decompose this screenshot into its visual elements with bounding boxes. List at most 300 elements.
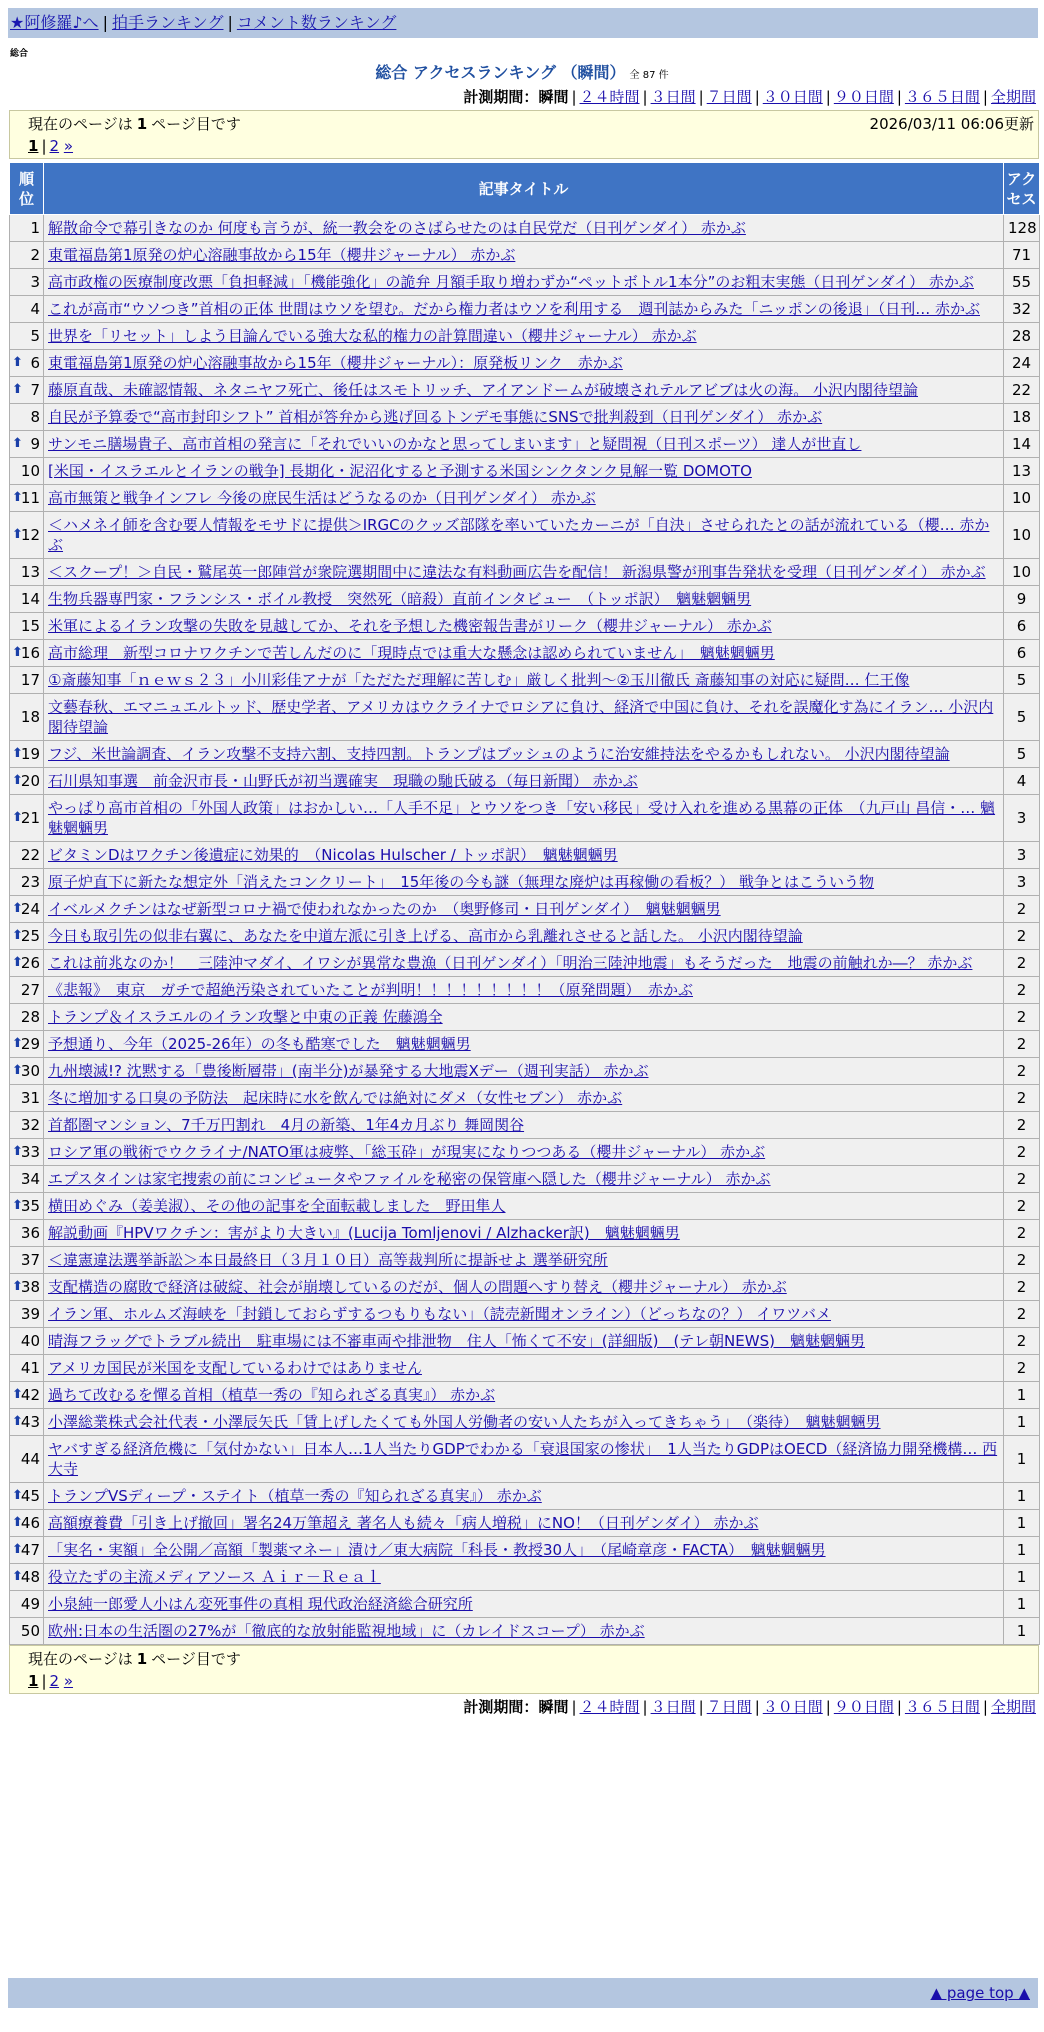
rank-number: 42 [20, 1386, 40, 1404]
access-count: 1 [1004, 1618, 1040, 1645]
rank-number: 17 [20, 671, 40, 689]
page-info-bottom-status [28, 1648, 1020, 1670]
access-count: 2 [1004, 950, 1040, 977]
updated-timestamp: 2026/03/11 06:06更新 [869, 115, 1034, 133]
header-rank [10, 163, 44, 215]
period-separator: | [642, 88, 648, 106]
access-count: 2 [1004, 1004, 1040, 1031]
rank-number: 25 [20, 927, 40, 945]
article-link[interactable]: フジ、米世論調査、イラン攻撃不支持六割、支持四割。トランプはブッシュのように治安維持法をやるかもしれない。 小沢内閣待望論 [48, 745, 950, 763]
rank-cell [10, 1483, 44, 1510]
article-link[interactable]: 過ちて改むるを憚る首相（植草一秀の『知られざる真実』） 赤かぶ [48, 1386, 496, 1404]
table-row [10, 404, 1040, 431]
title-cell [44, 842, 1004, 869]
title-cell [44, 1382, 1004, 1409]
rank-up-arrow-icon: ⬆ [12, 1063, 23, 1078]
rank-number: 34 [20, 1170, 40, 1188]
title-cell [44, 923, 1004, 950]
article-link[interactable]: ヤバすぎる経済危機に「気付かない」日本人…1人当たりGDPでわかる「衰退国家の惨状」 1人当たりGDPはOECD（経済協力開発機構… 西大寺 [48, 1440, 998, 1478]
table-row [10, 768, 1040, 795]
article-link[interactable]: 《悲報》 東京 ガチで超絶汚染されていたことが判明！！！！！！！！！（原発問題） 赤かぶ [48, 981, 694, 999]
article-link[interactable]: 九州壊滅!? 沈黙する「豊後断層帯」(南半分)が暴発する大地震Xデー（週刊実話） 赤かぶ [48, 1062, 649, 1080]
ranking-table-body [10, 215, 1040, 1645]
rank-number: 28 [20, 1008, 40, 1026]
rank-number: 20 [20, 772, 40, 790]
access-count: 5 [1004, 741, 1040, 768]
rank-cell [10, 296, 44, 323]
access-count: 3 [1004, 842, 1040, 869]
article-link[interactable]: 高市総理 新型コロナワクチンで苦しんだのに「現時点では重大な懸念は認められていません」 魑魅魍魎男 [48, 644, 775, 662]
period-separator: | [896, 1698, 902, 1716]
rank-number: 38 [20, 1278, 40, 1296]
page-info-top-page-number: 1 [136, 115, 148, 133]
title-cell [44, 404, 1004, 431]
rank-number: 45 [20, 1487, 40, 1505]
table-row [10, 741, 1040, 768]
rank-cell [10, 431, 44, 458]
period-separator: | [642, 1698, 648, 1716]
table-row [10, 1355, 1040, 1382]
access-count: 2 [1004, 1085, 1040, 1112]
table-row [10, 1591, 1040, 1618]
article-link[interactable]: ＜スクープ！＞自民・鷲尾英一郎陣営が衆院選期間中に違法な有料動画広告を配信！ 新潟県警が刑事告発状を受理（日刊ゲンダイ） 赤かぶ [48, 563, 986, 581]
article-link[interactable]: 高市政権の医療制度改悪「負担軽減」「機能強化」の詭弁 月額手取り増わずか“ペットボトル1本分”のお粗末実態（日刊ゲンダイ） 赤かぶ [48, 273, 974, 291]
table-row [10, 977, 1040, 1004]
rank-cell [10, 1274, 44, 1301]
table-row [10, 1274, 1040, 1301]
title-cell [44, 377, 1004, 404]
title-cell [44, 586, 1004, 613]
article-link[interactable]: 小澤総業株式会社代表・小澤辰矢氏「賃上げしたくても外国人労働者の安い人たちが入ってきちゃう」 （楽待） 魑魅魍魎男 [48, 1413, 881, 1431]
access-count: 1 [1004, 1564, 1040, 1591]
page-info-bottom-text-before: 現在のページは [28, 1650, 133, 1668]
page-info-bottom-pagination [28, 1670, 1020, 1692]
title-cell [44, 1004, 1004, 1031]
rank-number: 27 [20, 981, 40, 999]
article-link[interactable]: ビタミンDはワクチン後遺症に効果的 （Nicolas Hulscher / トッポ訳） 魑魅魍魎男 [48, 846, 618, 864]
article-link[interactable]: アメリカ国民が米国を支配しているわけではありません [48, 1359, 422, 1377]
rank-cell [10, 1591, 44, 1618]
period-selector-bottom [463, 1696, 1036, 1718]
title-cell [44, 1058, 1004, 1085]
access-count: 32 [1004, 296, 1040, 323]
table-row [10, 431, 1040, 458]
table-row [10, 923, 1040, 950]
title-cell [44, 667, 1004, 694]
article-link[interactable]: 欧州:日本の生活圏の27%が「徹底的な放射能監視地域」に（カレイドスコープ） 赤かぶ [48, 1622, 645, 1640]
period-link-1[interactable]: ３日間 [650, 88, 696, 106]
period-link-3[interactable]: ３０日間 [762, 88, 823, 106]
period-bottom-label: 計測期間： [463, 1698, 539, 1716]
rank-up-arrow-icon: ⬆ [12, 1279, 23, 1294]
article-link[interactable]: ＜違憲違法選挙訴訟＞本日最終日（３月１０日）高等裁判所に提訴せよ 選挙研究所 [48, 1251, 608, 1269]
page-info-top-text-after: ページ目です [151, 115, 241, 133]
rank-cell [10, 377, 44, 404]
title-cell [44, 1355, 1004, 1382]
nav-link-applause-ranking[interactable]: 拍手ランキング [111, 13, 224, 32]
article-link[interactable]: これは前兆なのか！ 三陸沖マダイ、イワシが異常な豊漁（日刊ゲンダイ）「明治三陸沖地震」もそうだった 地震の前触れか―？ 赤かぶ [48, 954, 973, 972]
title-cell [44, 215, 1004, 242]
access-count: 1 [1004, 1382, 1040, 1409]
title-cell [44, 950, 1004, 977]
table-row [10, 795, 1040, 842]
article-link[interactable]: サンモニ膳場貴子、高市首相の発言に「それでいいのかなと思ってしまいます」と疑問視（日刊スポーツ） 達人が世直し [48, 435, 862, 453]
rank-cell [10, 923, 44, 950]
table-row [10, 1618, 1040, 1645]
title-cell [44, 323, 1004, 350]
article-link[interactable]: 高市無策と戦争インフレ 今後の庶民生活はどうなるのか（日刊ゲンダイ） 赤かぶ [48, 489, 596, 507]
header-title: 記事タイトル [44, 163, 1004, 215]
article-link[interactable]: 文藝春秋、エマニュエルトッド、歴史学者、アメリカはウクライナでロシアに負け、経済で中国に負け、それを誤魔化す為にイラン… 小沢内閣待望論 [48, 698, 994, 736]
period-separator: | [825, 88, 831, 106]
page-title-block [0, 62, 1044, 87]
rank-cell [10, 1085, 44, 1112]
title-cell [44, 1537, 1004, 1564]
rank-up-arrow-icon: ⬆ [12, 1144, 23, 1159]
rank-number: 33 [20, 1143, 40, 1161]
rank-number: 29 [20, 1035, 40, 1053]
article-link[interactable]: 晴海フラッグでトラブル続出 駐車場には不審車両や排泄物 住人「怖くて不安」(詳細版) (テレ朝NEWS) 魑魅魍魎男 [48, 1332, 865, 1350]
title-cell [44, 458, 1004, 485]
access-count: 2 [1004, 1139, 1040, 1166]
rank-number: 39 [20, 1305, 40, 1323]
access-count: 2 [1004, 1031, 1040, 1058]
article-link[interactable]: 高額療養費「引き上げ撤回」署名24万筆超え 著名人も続々「病人増税」にNO！（日刊ゲンダイ） 赤かぶ [48, 1514, 759, 1532]
rank-cell [10, 842, 44, 869]
article-link[interactable]: 藤原直哉、未確認情報、ネタニヤフ死亡、後任はスモトリッチ、アイアンドームが破壊されテルアビブは火の海。 小沢内閣待望論 [48, 381, 918, 399]
rank-number: 30 [20, 1062, 40, 1080]
rank-cell [10, 1436, 44, 1483]
article-link[interactable]: これが高市“ウソつき”首相の正体 世間はウソを望む。だから権力者はウソを利用する 週刊誌からみた「ニッポンの後退」（日刊… 赤かぶ [48, 300, 980, 318]
article-link[interactable]: 東電福島第1原発の炉心溶融事故から15年（櫻井ジャーナル）：原発板リンク 赤かぶ [48, 354, 623, 372]
table-row [10, 1382, 1040, 1409]
rank-cell [10, 1382, 44, 1409]
period-bottom-link-1[interactable]: ３日間 [650, 1698, 696, 1716]
period-bottom-link-5[interactable]: ３６５日間 [904, 1698, 980, 1716]
period-bottom-link-6[interactable]: 全期間 [990, 1698, 1036, 1716]
table-row [10, 296, 1040, 323]
nav-link-asyura[interactable]: ★阿修羅♪へ [10, 13, 99, 32]
period-link-0[interactable]: ２４時間 [579, 88, 640, 106]
rank-number: 13 [20, 563, 40, 581]
article-link[interactable]: 予想通り、今年（2025-26年）の冬も酷寒でした 魑魅魍魎男 [48, 1035, 471, 1053]
page-info-bottom-text-after: ページ目です [151, 1650, 241, 1668]
page-info-top [9, 110, 1039, 159]
period-link-4[interactable]: ９０日間 [833, 88, 894, 106]
pagination-next[interactable]: » [63, 1672, 74, 1690]
rank-up-arrow-icon: ⬆ [12, 955, 23, 970]
rank-number: 40 [20, 1332, 40, 1350]
article-link[interactable]: 今日も取引先の似非右翼に、あなたを中道左派に引き上げる、高市から乳離れさせると話した。 小沢内閣待望論 [48, 927, 803, 945]
table-row [10, 1247, 1040, 1274]
title-cell [44, 269, 1004, 296]
access-count: 2 [1004, 1274, 1040, 1301]
article-link[interactable]: 首都圏マンション、7千万円割れ 4月の新築、1年4カ月ぶり 舞岡関谷 [48, 1116, 525, 1134]
article-link[interactable]: 横田めぐみ（姜美淑）、その他の記事を全面転載しました 野田隼人 [48, 1197, 506, 1215]
page-info-bottom-page-number: 1 [136, 1650, 148, 1668]
section-tag: 総合 [10, 49, 29, 59]
table-row [10, 950, 1040, 977]
article-link[interactable]: 支配構造の腐敗で経済は破綻、社会が崩壊しているのだが、個人の問題へすり替え（櫻井ジャーナル） 赤かぶ [48, 1278, 787, 1296]
article-link[interactable]: ＜ハメネイ師を含む要人情報をモサドに提供＞IRGCのクッズ部隊を率いていたカーニが「自決」させられたとの話が流れている（櫻… 赤かぶ [48, 516, 990, 554]
table-header-row [10, 163, 1040, 215]
pagination-page-link[interactable]: 2 [49, 137, 60, 155]
period-bottom-link-3[interactable]: ３０日間 [762, 1698, 823, 1716]
access-count: 18 [1004, 404, 1040, 431]
rank-cell [10, 613, 44, 640]
rank-number: 5 [30, 327, 40, 345]
nav-separator: | [102, 13, 108, 32]
rank-up-arrow-icon: ⬆ [12, 1198, 23, 1213]
title-cell [44, 1247, 1004, 1274]
top-nav-bar [8, 8, 1038, 38]
rank-number: 22 [20, 846, 40, 864]
title-cell [44, 1483, 1004, 1510]
rank-number: 12 [20, 526, 40, 544]
table-row [10, 1328, 1040, 1355]
article-link[interactable]: やっぱり高市首相の「外国人政策」はおかしい…「人手不足」とウソをつき「安い移民」受け入れを進める黒幕の正体 （九戸山 昌信・… 魑魅魍魎男 [48, 799, 996, 837]
rank-number: 1 [30, 219, 40, 237]
table-row [10, 640, 1040, 667]
access-count: 24 [1004, 350, 1040, 377]
article-link[interactable]: 生物兵器専門家・フランシス・ボイル教授 突然死（暗殺）直前インタビュー （トッポ訳） 魑魅魍魎男 [48, 590, 752, 608]
rank-number: 15 [20, 617, 40, 635]
access-count: 4 [1004, 768, 1040, 795]
period-separator: | [754, 1698, 760, 1716]
period-bottom-link-0[interactable]: ２４時間 [579, 1698, 640, 1716]
rank-cell [10, 694, 44, 741]
title-cell [44, 741, 1004, 768]
page-info-top-text-before: 現在のページは [28, 115, 133, 133]
article-link[interactable]: 「実名・実額」全公開／高額「製薬マネー」漬け／東大病院「科長・教授30人」 （尾崎章彦・FACTA） 魑魅魍魎男 [48, 1541, 826, 1559]
period-separator: | [896, 88, 902, 106]
title-cell [44, 1112, 1004, 1139]
header-access [1004, 163, 1040, 215]
access-count: 10 [1004, 559, 1040, 586]
access-count: 28 [1004, 323, 1040, 350]
rank-cell [10, 559, 44, 586]
table-row [10, 1166, 1040, 1193]
access-count: 14 [1004, 431, 1040, 458]
table-row [10, 1193, 1040, 1220]
rank-number: 8 [30, 408, 40, 426]
rank-cell [10, 1004, 44, 1031]
access-count: 10 [1004, 512, 1040, 559]
rank-cell [10, 1618, 44, 1645]
title-cell [44, 694, 1004, 741]
period-separator: | [698, 88, 704, 106]
rank-cell [10, 950, 44, 977]
rank-number: 47 [20, 1541, 40, 1559]
article-link[interactable]: トランプ＆イスラエルのイラン攻撃と中東の正義 佐藤鴻全 [48, 1008, 443, 1026]
title-cell [44, 795, 1004, 842]
access-count: 55 [1004, 269, 1040, 296]
period-link-6[interactable]: 全期間 [990, 88, 1036, 106]
rank-number: 24 [20, 900, 40, 918]
rank-cell [10, 1031, 44, 1058]
title-cell [44, 1031, 1004, 1058]
article-link[interactable]: 解散命令で幕引きなのか 何度も言うが、統一教会をのさばらせたのは自民党だ（日刊ゲンダイ） 赤かぶ [48, 219, 746, 237]
rank-up-arrow-icon: ⬆ [12, 645, 23, 660]
table-row [10, 1004, 1040, 1031]
title-cell [44, 1085, 1004, 1112]
rank-number: 7 [30, 381, 40, 399]
rank-cell [10, 269, 44, 296]
title-cell [44, 1618, 1004, 1645]
table-row [10, 242, 1040, 269]
rank-up-arrow-icon: ⬆ [12, 928, 23, 943]
rank-cell [10, 1301, 44, 1328]
table-row [10, 586, 1040, 613]
article-link[interactable]: イベルメクチンはなぜ新型コロナ禍で使われなかったのか （奥野修司・日刊ゲンダイ） 魑魅魍魎男 [48, 900, 721, 918]
title-cell [44, 977, 1004, 1004]
title-cell [44, 869, 1004, 896]
access-count: 3 [1004, 795, 1040, 842]
total-count: 全 87 件 [629, 70, 669, 81]
period-selector [463, 86, 1036, 108]
access-count: 2 [1004, 1328, 1040, 1355]
rank-cell [10, 869, 44, 896]
title-cell [44, 1564, 1004, 1591]
title-cell [44, 1301, 1004, 1328]
rank-up-arrow-icon: ⬆ [12, 810, 23, 825]
article-link[interactable]: 東電福島第1原発の炉心溶融事故から15年（櫻井ジャーナル） 赤かぶ [48, 246, 516, 264]
rank-up-arrow-icon: ⬆ [12, 382, 23, 397]
rank-cell [10, 1247, 44, 1274]
rank-number: 48 [20, 1568, 40, 1586]
rank-cell [10, 1058, 44, 1085]
access-count: 2 [1004, 1220, 1040, 1247]
rank-cell [10, 768, 44, 795]
rank-number: 37 [20, 1251, 40, 1269]
rank-cell [10, 1409, 44, 1436]
rank-number: 21 [20, 809, 40, 827]
article-link[interactable]: 役立たずの主流メディアソース Ａｉｒ－Ｒｅａｌ [48, 1568, 381, 1586]
article-link[interactable]: 冬に増加する口臭の予防法 起床時に水を飲んでは絶対にダメ（女性セブン） 赤かぶ [48, 1089, 623, 1107]
rank-number: 11 [20, 489, 40, 507]
rank-cell [10, 1166, 44, 1193]
access-count: 3 [1004, 869, 1040, 896]
article-link[interactable]: トランプVSディープ・ステイト（植草一秀の『知られざる真実』） 赤かぶ [48, 1487, 542, 1505]
table-row [10, 1537, 1040, 1564]
access-count: 13 [1004, 458, 1040, 485]
article-link[interactable]: 米軍によるイラン攻撃の失敗を見越してか、それを予想した機密報告書がリーク（櫻井ジャーナル） 赤かぶ [48, 617, 772, 635]
rank-number: 41 [20, 1359, 40, 1377]
table-row [10, 512, 1040, 559]
article-link[interactable]: [米国・イスラエルとイランの戦争] 長期化・泥沼化すると予測する米国シンクタンク見解一覧 DOMOTO [48, 462, 752, 480]
article-link[interactable]: 解説動画『HPVワクチン：害がより大きい』(Lucija Tomljenovi / Alzhacker訳) 魑魅魍魎男 [48, 1224, 680, 1242]
rank-number: 16 [20, 644, 40, 662]
article-link[interactable]: 原子炉直下に新たな想定外「消えたコンクリート」 15年後の今も謎（無理な廃炉は再稼働の看板？） 戦争とはこういう物 [48, 873, 875, 891]
period-link-2[interactable]: ７日間 [706, 88, 752, 106]
article-link[interactable]: イラン軍、ホルムズ海峡を「封鎖しておらずするつもりもない」（読売新聞オンライン）（どっちなの？） イワツバメ [48, 1305, 831, 1323]
rank-cell [10, 404, 44, 431]
access-count: 2 [1004, 896, 1040, 923]
rank-cell [10, 350, 44, 377]
period-separator: | [571, 88, 577, 106]
access-count: 2 [1004, 1166, 1040, 1193]
title-cell [44, 640, 1004, 667]
table-row [10, 1483, 1040, 1510]
access-count: 2 [1004, 1301, 1040, 1328]
table-row [10, 269, 1040, 296]
title-cell [44, 1510, 1004, 1537]
access-count: 2 [1004, 977, 1040, 1004]
table-row [10, 1564, 1040, 1591]
article-link[interactable]: 世界を「リセット」しよう目論んでいる強大な私的権力の計算間違い（櫻井ジャーナル） 赤かぶ [48, 327, 697, 345]
rank-up-arrow-icon: ⬆ [12, 1036, 23, 1051]
access-count: 1 [1004, 1483, 1040, 1510]
table-row [10, 1139, 1040, 1166]
table-row [10, 350, 1040, 377]
pagination-separator: | [41, 1672, 47, 1690]
period-bottom-link-2[interactable]: ７日間 [706, 1698, 752, 1716]
article-link[interactable]: ①斎藤知事「ｎｅｗｓ２３」小川彩佳アナが「ただただ理解に苦しむ」厳しく批判〜②玉川徹氏 斎藤知事の対応に疑問… 仁王像 [48, 671, 910, 689]
access-count: 10 [1004, 485, 1040, 512]
period-link-5[interactable]: ３６５日間 [904, 88, 980, 106]
table-row [10, 377, 1040, 404]
rank-number: 50 [20, 1622, 40, 1640]
page-info-top-pagination [28, 135, 1020, 157]
rank-cell [10, 1139, 44, 1166]
access-count: 2 [1004, 1247, 1040, 1274]
rank-cell [10, 667, 44, 694]
access-count: 9 [1004, 586, 1040, 613]
rank-number: 31 [20, 1089, 40, 1107]
rank-number: 4 [30, 300, 40, 318]
rank-number: 26 [20, 954, 40, 972]
nav-link-comment-ranking[interactable]: コメント数ランキング [236, 13, 397, 32]
rank-up-arrow-icon: ⬆ [12, 746, 23, 761]
period-separator: | [982, 1698, 988, 1716]
pagination-next[interactable]: » [63, 137, 74, 155]
title-cell [44, 1328, 1004, 1355]
header-rank-label: 順位 [18, 169, 34, 208]
rank-number: 19 [20, 745, 40, 763]
rank-number: 6 [30, 354, 40, 372]
access-count: 71 [1004, 242, 1040, 269]
access-count: 5 [1004, 694, 1040, 741]
table-row [10, 842, 1040, 869]
table-row [10, 485, 1040, 512]
rank-up-arrow-icon: ⬆ [12, 1515, 23, 1530]
title-cell [44, 242, 1004, 269]
access-count: 1 [1004, 1591, 1040, 1618]
article-link[interactable]: 自民が予算委で“高市封印シフト” 首相が答弁から逃げ回るトンデモ事態にSNSで批判殺到（日刊ゲンダイ） 赤かぶ [48, 408, 823, 426]
page-top-link[interactable]: ▲ page top ▲ [930, 1984, 1030, 2002]
article-link[interactable]: ロシア軍の戦術でウクライナ/NATO軍は疲弊、「総玉砕」が現実になりつつある（櫻井ジャーナル） 赤かぶ [48, 1143, 766, 1161]
rank-up-arrow-icon: ⬆ [12, 1488, 23, 1503]
period-current: 瞬間 [538, 88, 569, 106]
access-count: 1 [1004, 1436, 1040, 1483]
access-count: 1 [1004, 1537, 1040, 1564]
article-link[interactable]: 小泉純一郎愛人小はん変死事件の真相 現代政治経済総合研究所 [48, 1595, 473, 1613]
period-separator: | [698, 1698, 704, 1716]
table-row [10, 869, 1040, 896]
period-bottom-link-4[interactable]: ９０日間 [833, 1698, 894, 1716]
rank-number: 32 [20, 1116, 40, 1134]
article-link[interactable]: 石川県知事選 前金沢市長・山野氏が初当選確実 現職の馳氏破る（毎日新聞） 赤かぶ [48, 772, 638, 790]
page-title: 総合 アクセスランキング （瞬間） [375, 63, 626, 82]
article-link[interactable]: エプスタインは家宅捜索の前にコンピュータやファイルを秘密の保管庫へ隠した（櫻井ジャーナル） 赤かぶ [48, 1170, 771, 1188]
rank-cell [10, 215, 44, 242]
rank-number: 18 [20, 708, 40, 726]
title-cell [44, 1166, 1004, 1193]
pagination-current: 1 [28, 1672, 39, 1690]
rank-cell [10, 640, 44, 667]
title-cell [44, 1193, 1004, 1220]
pagination-page-link[interactable]: 2 [49, 1672, 60, 1690]
